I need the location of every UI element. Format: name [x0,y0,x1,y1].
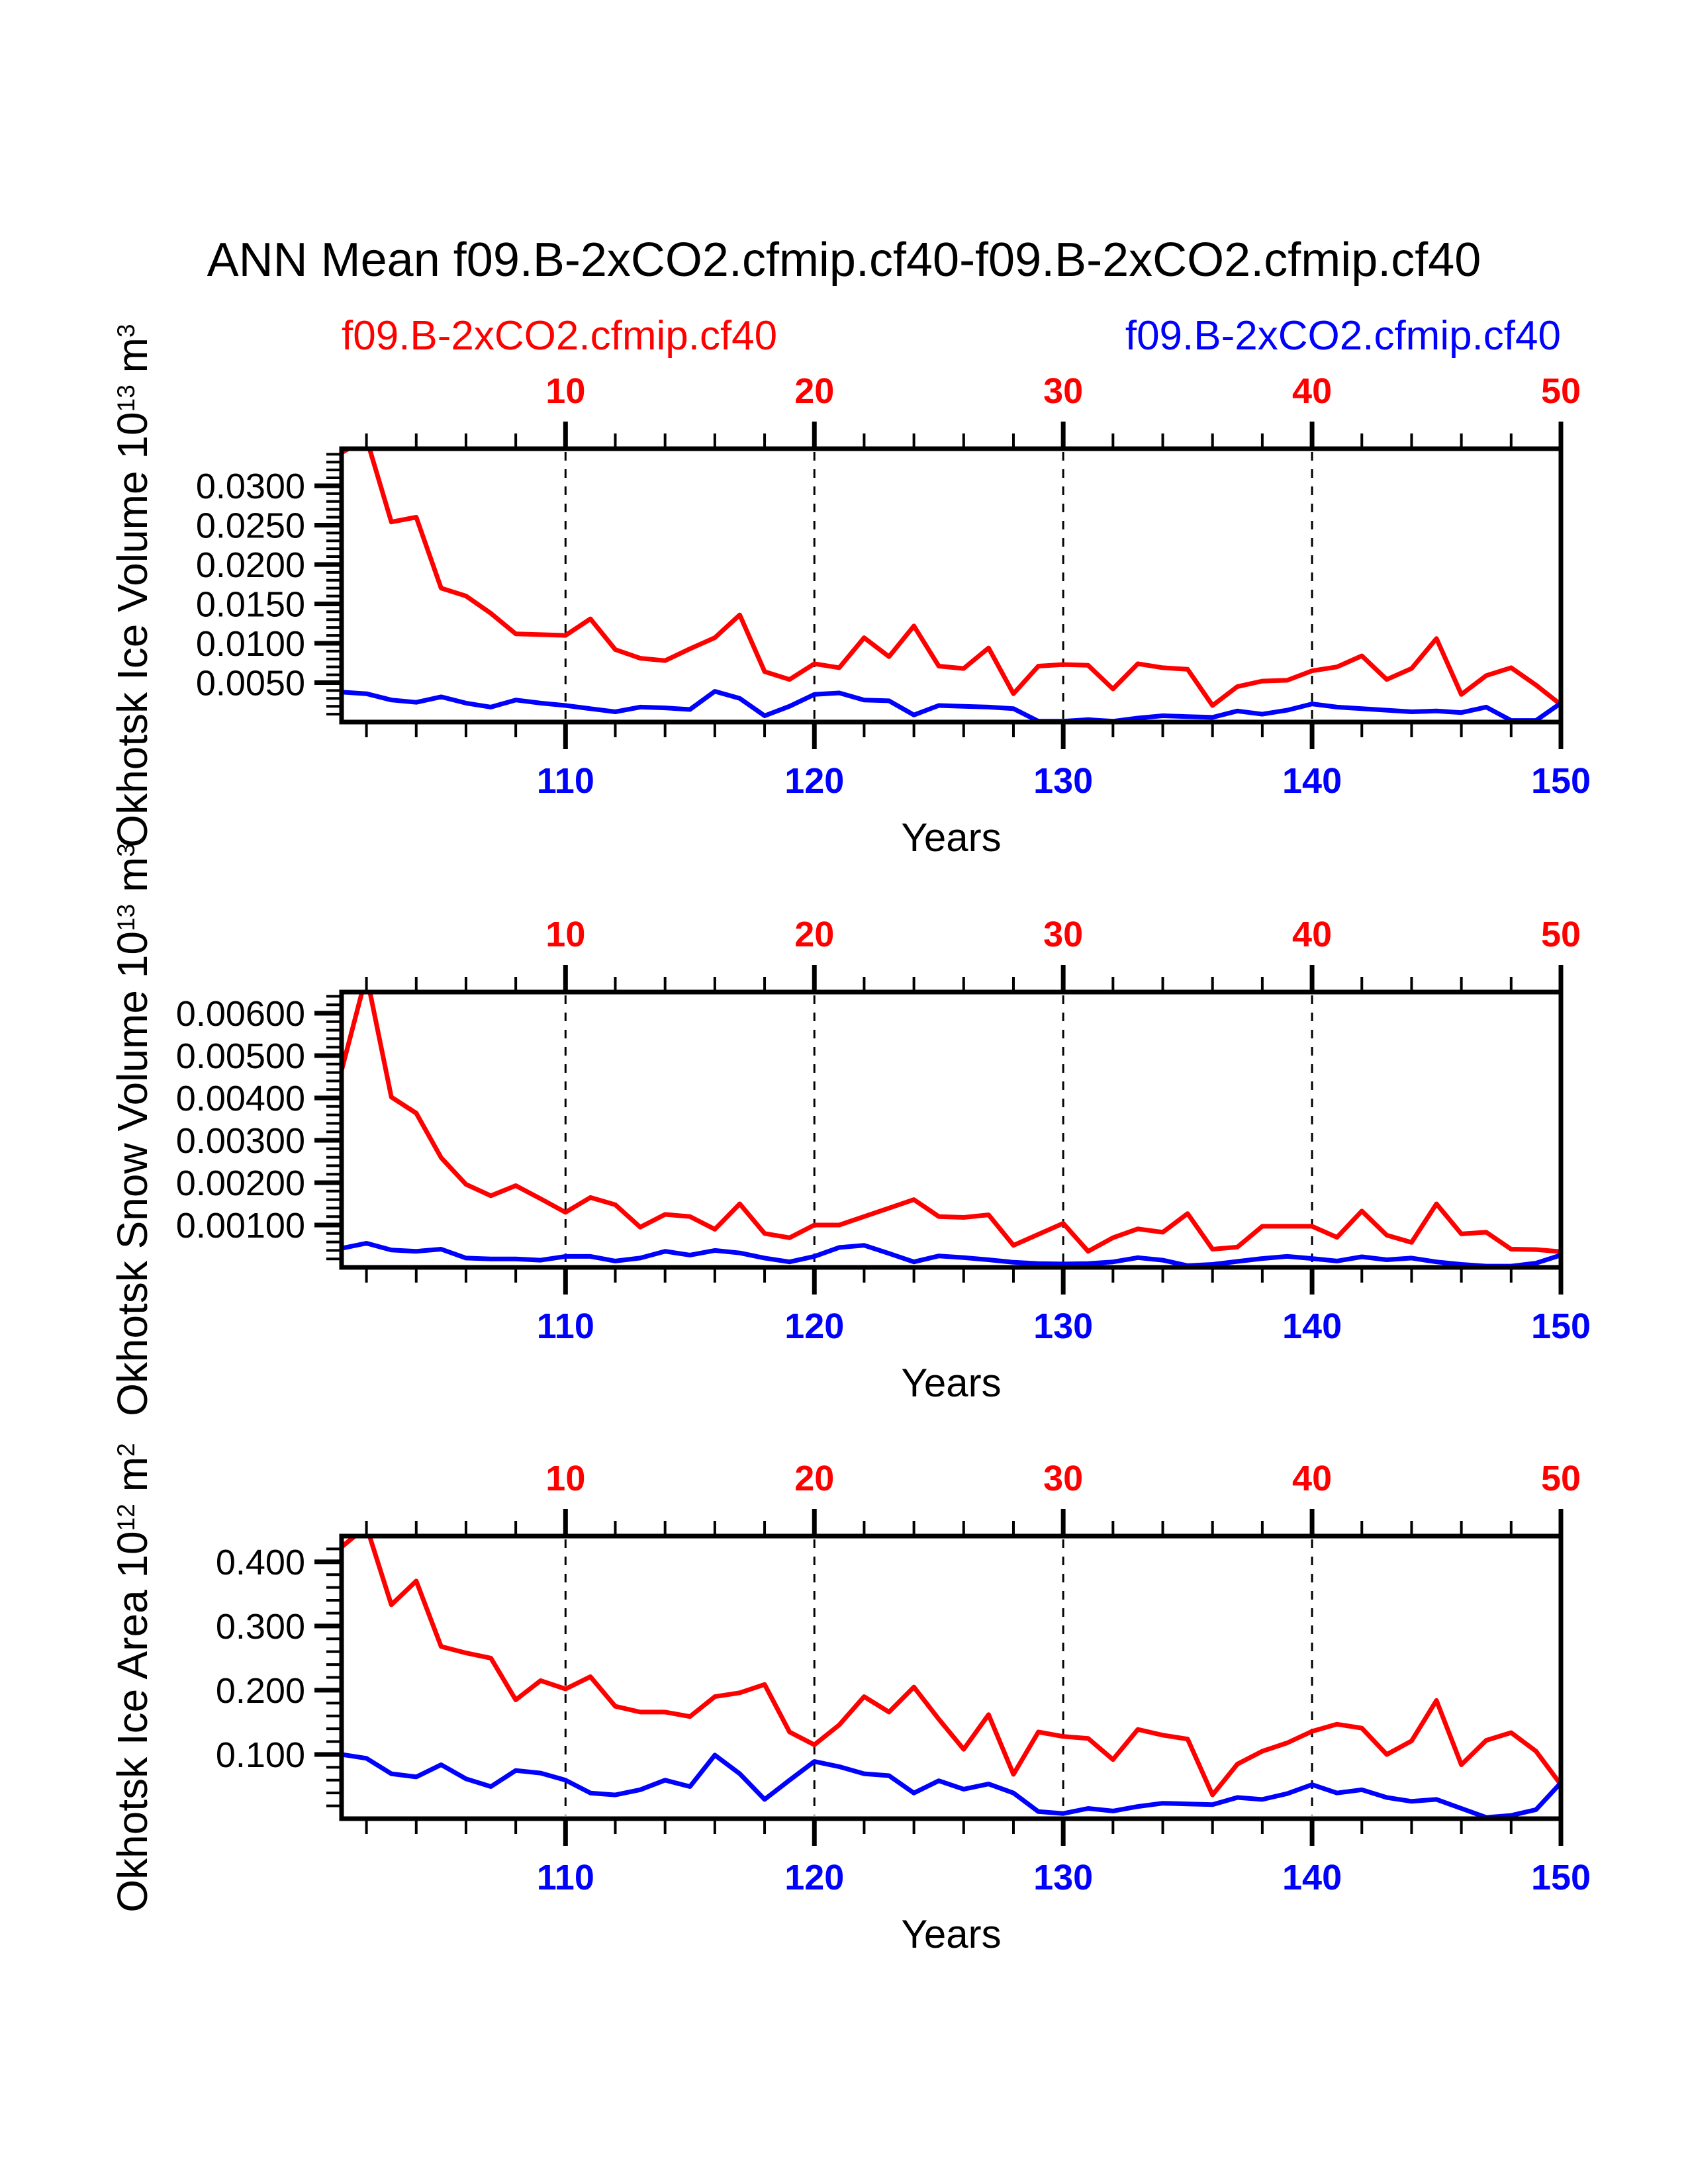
ylabel-text: m [109,1456,156,1504]
ylabel-superscript: 3 [112,323,140,338]
series-line-blue [342,1244,1561,1267]
x-tick-label-bottom: 130 [1033,1858,1094,1897]
ylabel-text: Okhotsk Ice Volume 10 [109,411,156,848]
ylabel-text: m [109,337,156,385]
x-tick-label-top: 50 [1540,371,1581,411]
x-tick-label-bottom: 120 [784,761,845,801]
x-tick-label-top: 50 [1540,1459,1581,1498]
ylabel-superscript: 13 [112,384,140,412]
ylabel-text: Okhotsk Ice Area 10 [109,1530,156,1913]
chart-panel-ice-volume [0,349,1688,881]
x-tick-label-top: 30 [1043,371,1084,411]
x-tick-label-top: 10 [545,371,586,411]
series-line-blue [342,692,1561,721]
x-tick-label-top: 40 [1292,915,1333,954]
legend-label-blue: f09.B-2xCO2.cfmip.cf40 [1125,313,1561,359]
y-tick-label: 0.0100 [195,623,305,664]
y-tick-label: 0.00400 [175,1079,305,1118]
series-line-red [342,439,1561,706]
series-line-red [342,1526,1561,1795]
y-tick-label: 0.00600 [175,994,305,1034]
chart-panel-ice-area [0,1437,1688,1978]
y-tick-label: 0.300 [215,1606,305,1647]
x-tick-label-bottom: 110 [536,761,594,801]
x-tick-label-top: 30 [1043,1459,1084,1498]
y-tick-label: 0.0050 [195,663,305,704]
series-line-blue [342,1754,1561,1817]
ylabel-superscript: 13 [112,903,140,932]
x-tick-label-bottom: 130 [1033,1306,1094,1346]
y-tick-label: 0.0250 [195,506,305,546]
x-tick-label-bottom: 140 [1282,1858,1342,1897]
y-tick-label: 0.0150 [195,584,305,625]
x-tick-label-bottom: 120 [784,1306,845,1346]
y-tick-label: 0.00200 [175,1163,305,1203]
ylabel-superscript: 2 [112,1442,140,1457]
legend-label-red: f09.B-2xCO2.cfmip.cf40 [342,313,778,359]
x-tick-label-top: 20 [794,915,835,954]
x-tick-label-bottom: 130 [1033,761,1094,801]
x-tick-label-bottom: 110 [536,1858,594,1897]
x-axis-title: Years [901,1912,1002,1956]
x-tick-label-bottom: 140 [1282,1306,1342,1346]
y-tick-label: 0.200 [215,1670,305,1711]
x-tick-label-top: 40 [1292,371,1333,411]
x-tick-label-top: 30 [1043,915,1084,954]
ylabel-superscript: 12 [112,1503,140,1531]
ylabel-text: m [109,856,156,904]
x-axis-title: Years [901,1361,1002,1405]
y-tick-label: 0.00300 [175,1121,305,1161]
y-tick-label: 0.00100 [175,1206,305,1246]
y-tick-label: 0.00500 [175,1036,305,1076]
x-tick-label-bottom: 150 [1530,761,1591,801]
x-tick-label-top: 40 [1292,1459,1333,1498]
x-tick-label-bottom: 150 [1530,1858,1591,1897]
y-tick-label: 0.400 [215,1542,305,1582]
chart-panel-snow-volume [0,893,1688,1426]
figure-title: ANN Mean f09.B-2xCO2.cfmip.cf40-f09.B-2xCO2.cfmip.cf40 [207,234,1481,287]
plot-box [342,449,1561,722]
x-tick-label-top: 20 [794,1459,835,1498]
ylabel-superscript: 3 [112,843,140,857]
y-tick-label: 0.0300 [195,466,305,506]
x-tick-label-top: 10 [545,1459,586,1498]
x-tick-label-top: 10 [545,915,586,954]
x-tick-label-bottom: 120 [784,1858,845,1897]
series-line-red [342,975,1561,1251]
x-tick-label-bottom: 140 [1282,761,1342,801]
x-tick-label-bottom: 110 [536,1306,594,1346]
plot-box [342,1536,1561,1819]
x-tick-label-top: 50 [1540,915,1581,954]
y-tick-label: 0.0200 [195,545,305,585]
x-tick-label-top: 20 [794,371,835,411]
x-tick-label-bottom: 150 [1530,1306,1591,1346]
x-axis-title: Years [901,815,1002,860]
y-tick-label: 0.100 [215,1735,305,1775]
ylabel-text: Okhotsk Snow Volume 10 [109,931,156,1416]
